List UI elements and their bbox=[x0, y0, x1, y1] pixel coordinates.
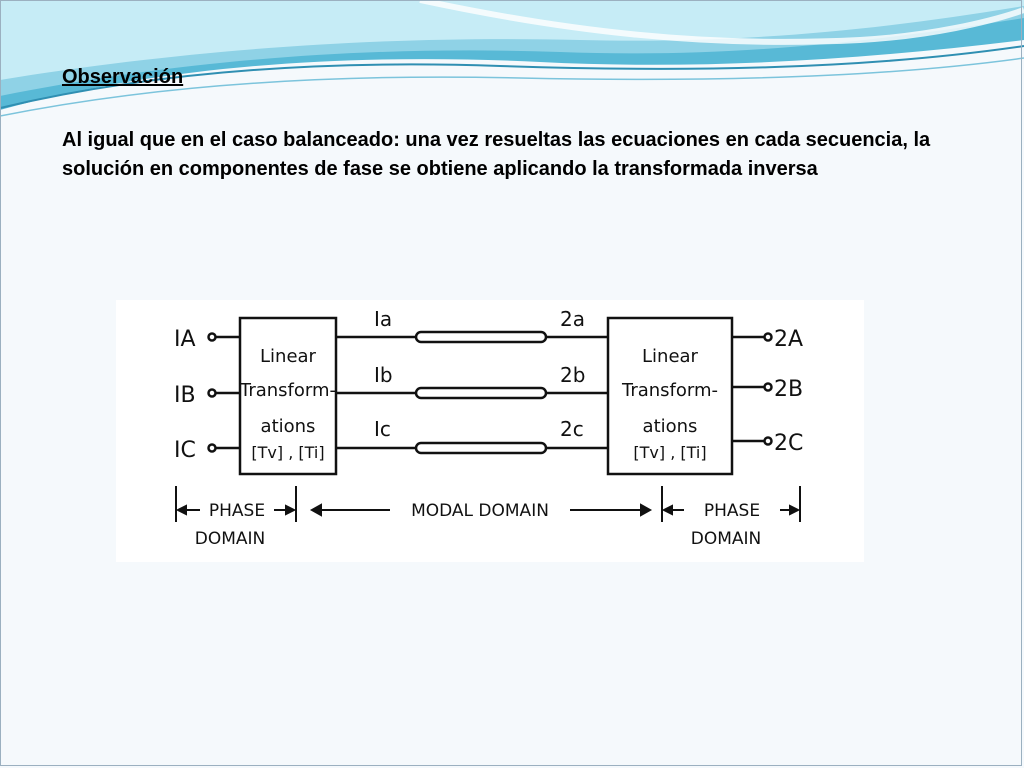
terminal-label-ib: IB bbox=[174, 383, 196, 408]
modal-label-2b: 2b bbox=[560, 363, 586, 387]
modal-label-1c: Ic bbox=[374, 417, 391, 441]
right-block-line2: Transform- bbox=[621, 380, 719, 401]
modal-label-2c: 2c bbox=[560, 417, 584, 441]
left-phase-domain-label-1: PHASE bbox=[208, 501, 266, 521]
right-block-line1: Linear bbox=[642, 346, 698, 367]
left-block-line2: Transform- bbox=[239, 380, 337, 401]
left-block-line4: [Tv] , [Ti] bbox=[251, 443, 325, 462]
slide-title: Observación bbox=[62, 66, 184, 88]
left-phase-domain-label-2: DOMAIN bbox=[194, 529, 266, 549]
terminal-label-ia: IA bbox=[174, 327, 196, 352]
right-block-line3: ations bbox=[642, 416, 698, 437]
terminal-label-ic: IC bbox=[174, 438, 196, 463]
slide-paragraph: Al igual que en el caso balanceado: una vez resueltas las ecuaciones en cada secuencia, la solución en componentes de fase se obtiene aplicando la transformada inversa bbox=[62, 129, 931, 180]
modal-label-2a: 2a bbox=[560, 307, 585, 331]
left-block-line1: Linear bbox=[260, 346, 316, 367]
right-phase-domain-label-1: PHASE bbox=[703, 501, 761, 521]
modal-domain-label: MODAL DOMAIN bbox=[411, 501, 549, 521]
modal-label-1b: Ib bbox=[374, 363, 393, 387]
terminal-label-2b: 2B bbox=[774, 377, 804, 402]
right-phase-domain-label-2: DOMAIN bbox=[690, 529, 762, 549]
left-phase-wires bbox=[209, 334, 241, 452]
right-phase-wires bbox=[732, 334, 772, 445]
terminal-label-2a: 2A bbox=[774, 327, 804, 352]
left-block-line3: ations bbox=[260, 416, 316, 437]
modal-transformation-diagram bbox=[116, 300, 864, 562]
right-block-line4: [Tv] , [Ti] bbox=[633, 443, 707, 462]
terminal-label-2c: 2C bbox=[774, 431, 804, 456]
modal-label-1a: Ia bbox=[374, 307, 393, 331]
